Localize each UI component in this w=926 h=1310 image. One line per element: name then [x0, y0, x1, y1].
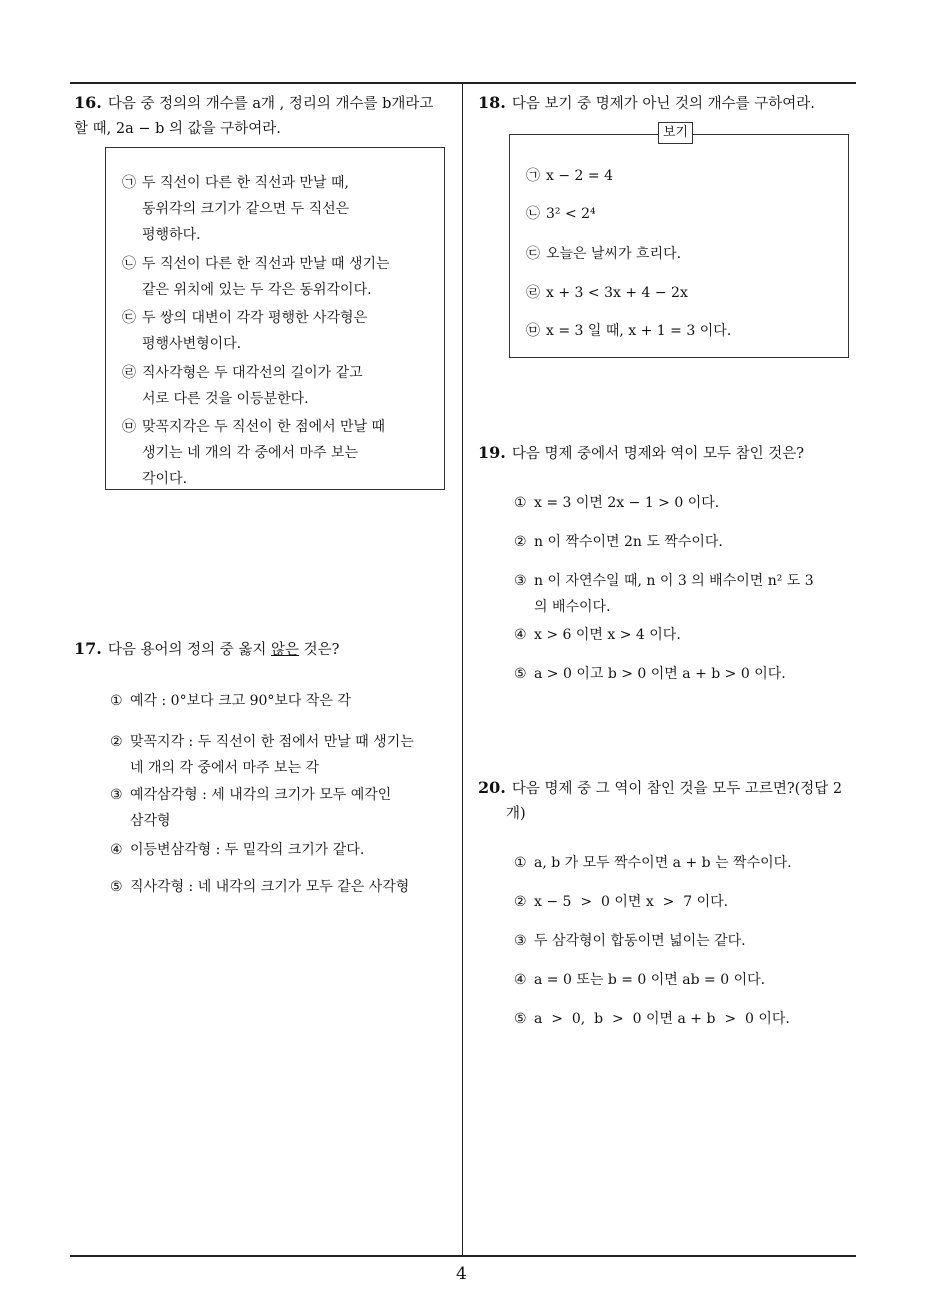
option-text: 의 배수이다.	[534, 599, 611, 615]
bogi-text: 오늘은 날씨가 흐리다.	[546, 246, 682, 262]
bogi-item	[526, 241, 844, 267]
statement-text: 생기는 네 개의 각 중에서 마주 보는	[142, 445, 359, 461]
statement-text: 서로 다른 것을 이등분한다.	[142, 391, 309, 407]
bogi-item	[526, 163, 844, 189]
option-text: 삼각형	[130, 813, 171, 829]
answer-option-2[interactable]	[110, 729, 455, 781]
option-mark: ③	[110, 787, 123, 803]
prompt-line: 다음 중 정의의 개수를 a개 , 정리의 개수를 b개라고	[107, 96, 434, 112]
option-mark: ⑤	[110, 879, 123, 895]
prompt-text: 다음 용어의 정의 중 옳지	[107, 642, 271, 658]
option-mark: ④	[514, 972, 527, 988]
answer-option-2[interactable]	[514, 889, 854, 915]
answer-option-3[interactable]	[514, 928, 854, 954]
option-text: x − 5 > 0 이면 x > 7 이다.	[534, 894, 729, 910]
option-mark: ①	[110, 693, 123, 709]
option-mark: ②	[110, 734, 123, 750]
statement-mark: ㉣	[122, 365, 136, 381]
bogi-item	[526, 318, 844, 344]
prompt-text: 다음 명제 중에서 명제와 역이 모두 참인 것은?	[511, 446, 805, 462]
statement-text: 두 직선이 다른 한 직선과 만날 때 생기는	[142, 256, 390, 272]
question-number: 16.	[74, 93, 102, 112]
option-mark: ③	[514, 573, 527, 589]
option-text: 맞꼭지각 : 두 직선이 한 점에서 만날 때 생기는	[130, 734, 414, 750]
option-mark: ①	[514, 855, 527, 871]
answer-option-1[interactable]	[514, 490, 854, 516]
bogi-mark: ㉣	[526, 285, 540, 301]
statement-mark: ㉡	[122, 256, 136, 272]
question-number: 20.	[478, 778, 506, 797]
statement-text: 각이다.	[142, 471, 188, 487]
option-text: 직사각형 : 네 내각의 크기가 모두 같은 사각형	[130, 879, 410, 895]
bogi-mark: ㉡	[526, 206, 540, 222]
question-19-prompt	[478, 440, 853, 467]
option-text: 예각 : 0°보다 크고 90°보다 작은 각	[130, 693, 351, 709]
statement-item	[122, 305, 440, 357]
option-text: x > 6 이면 x > 4 이다.	[534, 627, 681, 643]
option-mark: ⑤	[514, 666, 527, 682]
statement-text: 맞꼭지각은 두 직선이 한 점에서 만날 때	[142, 419, 386, 435]
answer-option-4[interactable]	[110, 837, 455, 863]
bogi-label: 보기	[658, 122, 693, 144]
prompt-underlined-text: 않은	[270, 642, 299, 658]
prompt-line: 다음 명제 중 그 역이 참인 것을 모두 고르면?(정답 2	[511, 781, 843, 797]
prompt-line: 할 때, 2a − b 의 값을 구하여라.	[74, 121, 281, 137]
question-17-prompt	[74, 636, 459, 663]
bogi-mark: ㉢	[526, 246, 540, 262]
option-text: a, b 가 모두 짝수이면 a + b 는 짝수이다.	[534, 855, 792, 871]
question-16-prompt	[74, 90, 459, 142]
answer-option-3[interactable]	[514, 568, 854, 620]
option-text: x = 3 이면 2x − 1 > 0 이다.	[534, 495, 720, 511]
bogi-item	[526, 280, 844, 306]
question-number: 19.	[478, 443, 506, 462]
statement-text: 동위각의 크기가 같으면 두 직선은	[142, 201, 350, 217]
answer-option-5[interactable]	[514, 661, 854, 687]
answer-option-1[interactable]	[110, 688, 455, 714]
option-mark: ⑤	[514, 1011, 527, 1027]
bogi-text: x − 2 = 4	[546, 168, 613, 184]
statement-item	[122, 360, 440, 412]
option-text: 네 개의 각 중에서 마주 보는 각	[130, 760, 319, 776]
bogi-text: x = 3 일 때, x + 1 = 3 이다.	[546, 323, 732, 339]
option-text: 예각삼각형 : 세 내각의 크기가 모두 예각인	[130, 787, 392, 803]
statement-text: 두 쌍의 대변이 각각 평행한 사각형은	[142, 310, 368, 326]
option-mark: ④	[514, 627, 527, 643]
bogi-text: x + 3 < 3x + 4 − 2x	[546, 285, 688, 301]
question-18-prompt	[478, 90, 853, 117]
statement-text: 평행사변형이다.	[142, 336, 242, 352]
statement-text: 평행하다.	[142, 227, 201, 243]
option-text: n 이 자연수일 때, n 이 3 의 배수이면 n² 도 3	[534, 573, 814, 589]
answer-option-2[interactable]	[514, 529, 854, 555]
statement-mark: ㉤	[122, 419, 136, 435]
question-number: 18.	[478, 93, 506, 112]
answer-option-3[interactable]	[110, 782, 455, 834]
prompt-line: 개)	[506, 806, 526, 822]
bogi-item	[526, 201, 844, 227]
statement-text: 두 직선이 다른 한 직선과 만날 때,	[142, 175, 349, 191]
option-text: n 이 짝수이면 2n 도 짝수이다.	[534, 534, 723, 550]
option-text: a > 0 이고 b > 0 이면 a + b > 0 이다.	[534, 666, 786, 682]
answer-option-5[interactable]	[110, 874, 455, 900]
option-mark: ④	[110, 842, 123, 858]
bogi-text: 3² < 2⁴	[546, 206, 596, 222]
option-mark: ②	[514, 534, 527, 550]
option-mark: ①	[514, 495, 527, 511]
statement-item	[122, 251, 440, 303]
option-text: a = 0 또는 b = 0 이면 ab = 0 이다.	[534, 972, 766, 988]
question-number: 17.	[74, 639, 102, 658]
column-divider	[462, 82, 463, 1256]
statement-item	[122, 170, 440, 248]
bottom-rule	[70, 1255, 856, 1257]
top-rule	[70, 82, 856, 84]
prompt-text: 것은?	[298, 642, 340, 658]
statement-item	[122, 414, 440, 492]
answer-option-5[interactable]	[514, 1006, 854, 1032]
answer-option-1[interactable]	[514, 850, 854, 876]
page-number: 4	[456, 1264, 467, 1284]
bogi-mark: ㉤	[526, 323, 540, 339]
answer-option-4[interactable]	[514, 622, 854, 648]
option-text: 이등변삼각형 : 두 밑각의 크기가 같다.	[130, 842, 365, 858]
statement-mark: ㉠	[122, 175, 136, 191]
statement-mark: ㉢	[122, 310, 136, 326]
prompt-text: 다음 보기 중 명제가 아닌 것의 개수를 구하여라.	[511, 96, 815, 112]
option-mark: ③	[514, 933, 527, 949]
option-mark: ②	[514, 894, 527, 910]
option-text: a > 0, b > 0 이면 a + b > 0 이다.	[534, 1011, 790, 1027]
statement-text: 직사각형은 두 대각선의 길이가 같고	[142, 365, 363, 381]
statement-text: 같은 위치에 있는 두 각은 동위각이다.	[142, 282, 372, 298]
answer-option-4[interactable]	[514, 967, 854, 993]
option-text: 두 삼각형이 합동이면 넓이는 같다.	[534, 933, 746, 949]
question-20-prompt	[478, 775, 858, 827]
bogi-mark: ㉠	[526, 168, 540, 184]
